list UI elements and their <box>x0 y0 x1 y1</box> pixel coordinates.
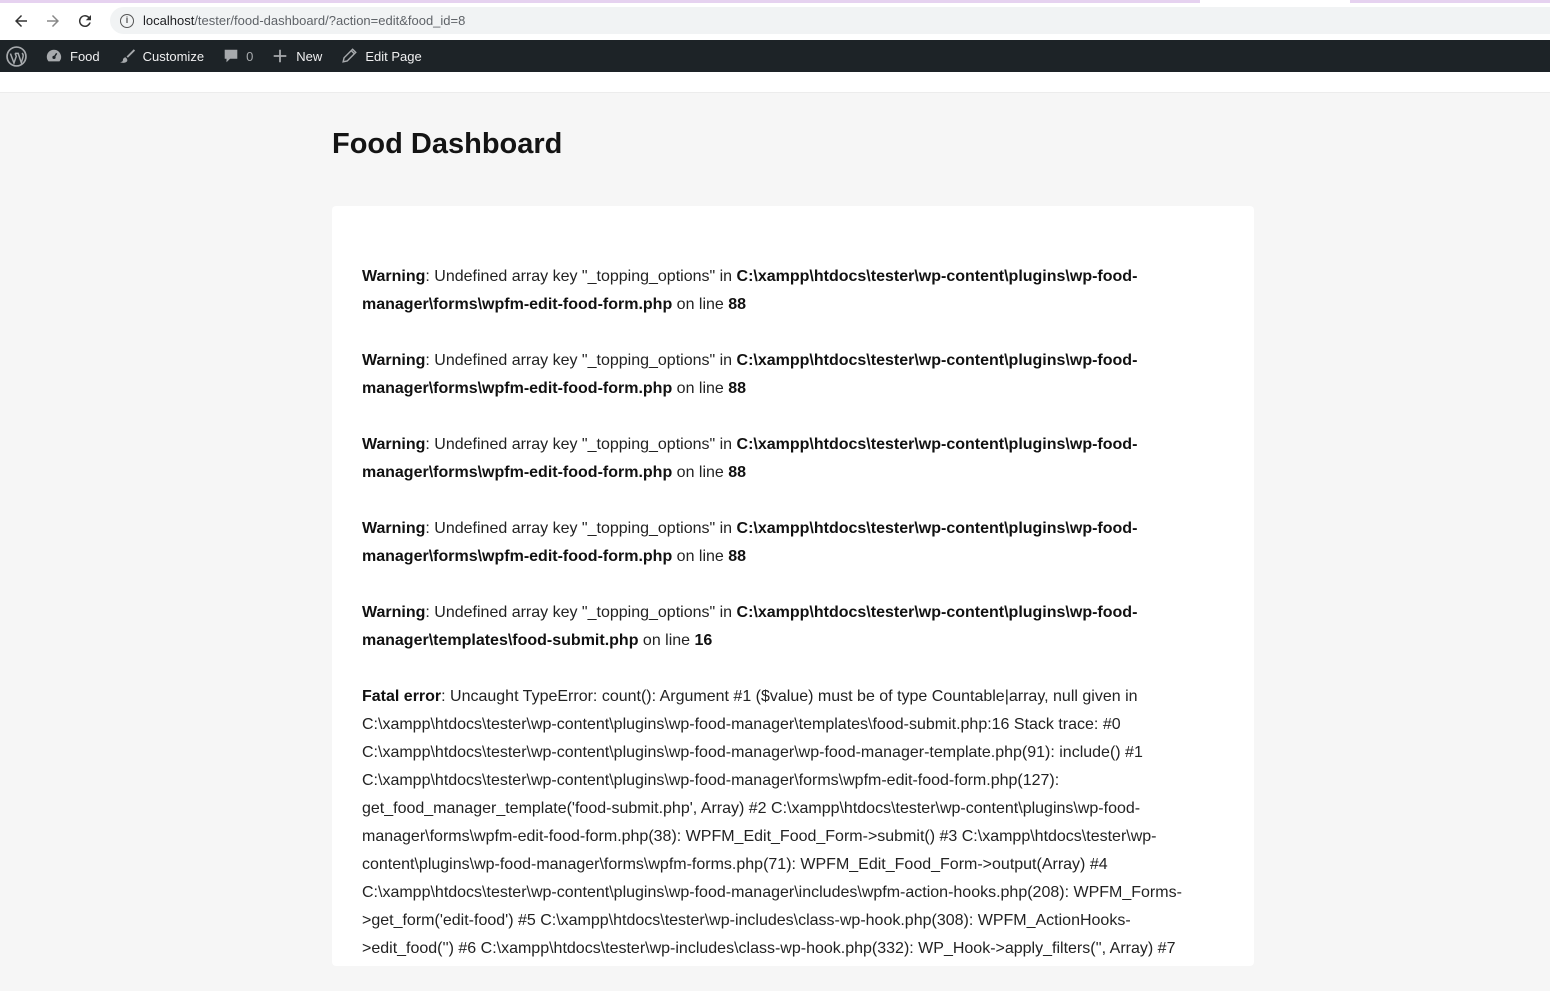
address-bar[interactable] <box>110 7 1550 34</box>
php-warning <box>362 515 1222 571</box>
php-fatal-error <box>362 683 1222 963</box>
warning-label: Warning <box>362 352 426 369</box>
url-host: localhost <box>143 13 195 28</box>
fatal-error-text: : Uncaught TypeError: count(): Argument #1 ($value) must be of type Countable|array, null given in C:\xampp\htdocs\tester\wp-content\plugins\wp-food-manager\templates\food-submit.php:16 Stack trace: #0 C:\xampp\htdocs\tester\wp-content\plugins\wp-food-manager\wp-food-manager-template.php(91): include() #1 C:\xampp\htdocs\tester\wp-content\plugins\wp-food-manager\forms\wpfm-edit-food-form.php(127): get_food_manager_template('food-submit.php', Array) #2 C:\xampp\htdocs\tester\wp-content\plugins\wp-food-manager\forms\wpfm-edit-food-form.php(38): WPFM_Edit_Food_Form->submit() #3 C:\xampp\htdocs\tester\wp-content\plugins\wp-food-manager\forms\wpfm-forms.php(71): WPFM_Edit_Food_Form->output(Array) #4 C:\xampp\htdocs\tester\wp-content\plugins\wp-food-manager\includes\wpfm-action-hooks.php(208): WPFM_Forms->get_form('edit-food') #5 C:\xampp\htdocs\tester\wp-includes\class-wp-hook.php(308): WPFM_ActionHooks->edit_food('') #6 C:\xampp\htdocs\tester\wp-includes\class-wp-hook.php(332): WP_Hook->apply_filters('', Array) #7 <box>362 688 1182 957</box>
admin-bar-customize-label: Customize <box>142 48 205 64</box>
info-icon[interactable]: i <box>120 14 134 28</box>
browser-toolbar <box>0 0 1550 40</box>
php-warning <box>362 431 1222 487</box>
pencil-icon <box>340 47 358 65</box>
warning-text: : Undefined array key "_topping_options" in <box>425 436 737 453</box>
food-dashboard-content <box>332 206 1254 966</box>
admin-bar-edit-page[interactable] <box>331 40 430 72</box>
warning-file: C:\xampp\htdocs\tester\wp-content\plugins\wp-food-manager\forms\wpfm-edit-food-form.php <box>362 352 1138 397</box>
warning-line: 88 <box>728 380 747 397</box>
admin-bar-new[interactable] <box>262 40 331 72</box>
page-title: Food Dashboard <box>332 128 563 160</box>
wordpress-logo-icon[interactable] <box>0 40 36 72</box>
warning-text: : Undefined array key "_topping_options" in <box>425 268 737 285</box>
php-warning <box>362 599 1222 655</box>
admin-bar-edit-page-label: Edit Page <box>365 48 422 64</box>
warning-label: Warning <box>362 520 426 537</box>
admin-bar-new-label: New <box>296 48 323 64</box>
warning-label: Warning <box>362 436 426 453</box>
plus-icon <box>271 47 289 65</box>
comment-count: 0 <box>246 48 254 64</box>
warning-file: C:\xampp\htdocs\tester\wp-content\plugins\wp-food-manager\forms\wpfm-edit-food-form.php <box>362 268 1138 313</box>
paintbrush-icon <box>118 47 136 65</box>
admin-bar-food-label: Food <box>70 48 100 64</box>
warning-on-line: on line <box>672 380 729 397</box>
site-header <box>0 72 1550 93</box>
dashboard-gauge-icon <box>45 47 63 65</box>
wp-admin-bar <box>0 40 1550 72</box>
warning-line: 16 <box>694 632 713 649</box>
warning-text: : Undefined array key "_topping_options" in <box>425 604 737 621</box>
warning-on-line: on line <box>638 632 695 649</box>
php-error-messages <box>362 263 1222 991</box>
warning-on-line: on line <box>672 464 729 481</box>
reload-icon[interactable] <box>74 10 96 32</box>
php-warning <box>362 263 1222 319</box>
php-warning <box>362 347 1222 403</box>
warning-file: C:\xampp\htdocs\tester\wp-content\plugins\wp-food-manager\forms\wpfm-edit-food-form.php <box>362 520 1138 565</box>
tab-strip-accent-right <box>1350 0 1550 3</box>
warning-label: Warning <box>362 268 426 285</box>
warning-line: 88 <box>728 296 747 313</box>
comment-bubble-icon <box>222 47 240 65</box>
tab-strip-accent <box>0 0 1200 3</box>
warning-label: Warning <box>362 604 426 621</box>
warning-on-line: on line <box>672 296 729 313</box>
warning-line: 88 <box>728 548 747 565</box>
admin-bar-food[interactable] <box>36 40 109 72</box>
admin-bar-comments[interactable] <box>213 40 262 72</box>
admin-bar-customize[interactable] <box>109 40 213 72</box>
forward-arrow-icon[interactable] <box>42 10 64 32</box>
url-path: /tester/food-dashboard/?action=edit&food_id=8 <box>194 13 466 28</box>
back-arrow-icon[interactable] <box>10 10 32 32</box>
warning-text: : Undefined array key "_topping_options" in <box>425 352 737 369</box>
warning-text: : Undefined array key "_topping_options" in <box>425 520 737 537</box>
warning-file: C:\xampp\htdocs\tester\wp-content\plugins\wp-food-manager\templates\food-submit.php <box>362 604 1138 649</box>
warning-file: C:\xampp\htdocs\tester\wp-content\plugins\wp-food-manager\forms\wpfm-edit-food-form.php <box>362 436 1138 481</box>
warning-line: 88 <box>728 464 747 481</box>
url-text <box>143 13 465 28</box>
fatal-error-label: Fatal error <box>362 688 442 705</box>
warning-on-line: on line <box>672 548 729 565</box>
